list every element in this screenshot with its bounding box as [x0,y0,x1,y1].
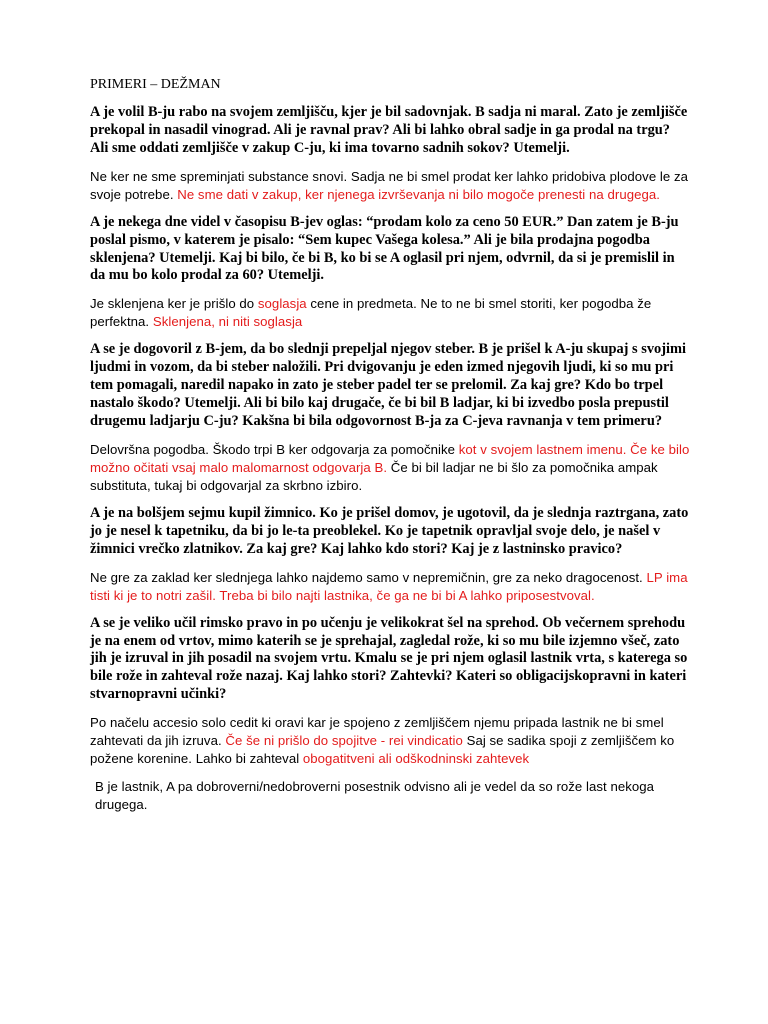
answer-highlight: LP ima tisti ki je to notri zašil. Treba bi bilo najti lastnika, če ga ne bi bi A lahko priposestvoval. [90,569,688,603]
question-1: A je volil B-ju rabo na svojem zemljišču, kjer je bil sadovnjak. B sadja ni maral. Zato je zemljišče prekopal in nasadil vinograd. Ali je ravnal prav? Ali bi lahko obral sadje in ga prodal na trgu? Ali sme oddati zemljišče v zakup C-ju, ki ima tovarno sadnih sokov? Utemelji. [90,104,688,156]
question-answer-list [90,104,690,768]
answer-5 [90,714,690,768]
answer-2 [90,295,690,331]
answer-text: Ne gre za zaklad ker slednjega lahko najdemo samo v nepremičnin, gre za neko dragocenost. [90,569,647,585]
question-4: A je na bolšjem sejmu kupil žimnico. Ko je prišel domov, je ugotovil, da je slednja raztrgana, zato jo je nesel k tapetniku, da bi jo le-ta preoblekel. Ko je tapetnik opravljal svoje delo, je našel v žimnici vrečko zlatnikov. Za kaj gre? Kaj lahko kdo stori? Kaj je z lastninsko pravico? [90,504,689,557]
answer-highlight: kot v svojem lastnem imenu. Če ke bilo možno očitati vsaj malo malomarnost odgovarja B. [90,441,690,475]
answer-highlight: obogatitveni ali odškodninski zahtevek [302,751,530,767]
closing-paragraph: B je lastnik, A pa dobroverni/nedobroverni posestnik odvisno ali je vedel da so rože last nekoga drugega. [95,779,655,813]
question-2: A je nekega dne videl v časopisu B-jev oglas: “prodam kolo za ceno 50 EUR.” Dan zatem je B-ju poslal pismo, v katerem je pisalo: “Sem kupec Vašega kolesa.” Ali je bila prodajna pogodba sklenjena? Utemelji. Kaj bi bilo, če bi B, ko bi se A oglasil pri njem, odvrnil, da si je premislil in da mu bo kolo prodal za 60? Utemelji. [90,213,679,284]
question-3: A se je dogovoril z B-jem, da bo slednji prepeljal njegov steber. B je prišel k A-ju skupaj s svojimi ljudmi in vozom, da bi steber naložili. Pri dvigovanju je eden izmed njegovih ljudi, ki so mu pri tem pomagali, naredil napako in zato je steber padel ter se prelomil. Za kaj gre? Kdo bo trpel nastalo škodo? Utemelji. Ali bi bilo kaj drugače, če bi bil B ladjar, ki bi izvedbo posla prepustil drugemu ladjarju C-ju? Kakšna bi bila odgovornost B-ja za C-jeva ravnanja v tem primeru? [90,341,687,429]
answer-text: Je sklenjena ker je prišlo do [90,296,258,312]
answer-highlight: Sklenjena, ni niti soglasja [152,314,303,330]
answer-text: Po načelu accesio solo cedit ki oravi kar je spojeno z zemljiščem njemu pripada lastnik ne bi smel zahtevati da jih izruva. [90,715,664,749]
answer-3 [90,441,690,495]
document-heading: PRIMERI – DEŽMAN [90,77,221,92]
answer-text: Saj se sadika spoji z zemljiščem ko požene korenine. Lahko bi zahteval [90,733,675,767]
answer-1 [90,168,690,204]
answer-highlight: Ne sme dati v zakup, ker njenega izvrševanja ni bilo mogoče prenesti na drugega. [177,186,660,202]
answer-text: Ne ker ne sme spreminjati substance snovi. Sadja ne bi smel prodat ker lahko pridobiva plodove le za svoje potrebe. [90,168,689,202]
answer-text: cene in predmeta. Ne to ne bi smel storiti, ker pogodba že perfektna. [90,296,652,330]
answer-highlight: Če še ni prišlo do spojitve - rei vindicatio [225,733,463,749]
answer-text: Delovršna pogodba. Škodo trpi B ker odgovarja za pomočnike [90,441,459,457]
answer-text: Če bi bil ladjar ne bi šlo za pomočnika ampak substituta, tukaj bi odgovarjal za skrbno izbiro. [90,459,658,493]
document-body [90,76,690,824]
answer-4 [90,569,690,605]
answer-highlight: soglasja [257,296,307,312]
question-5: A se je veliko učil rimsko pravo in po učenju je velikokrat šel na sprehod. Ob večernem sprehodu je na enem od vrtov, mimo katerih se je sprehajal, zagledal rože, ki so mu bile izjemno všeč, zato jih je izruval in jih posadil na svojem vrtu. Kmalu se je pri njem oglasil lastnik vrta, s katerega so bile rože in zahteval rože nazaj. Kaj lahko stori? Zahtevki? Kateri so obligacijskopravni in kateri stvarnopravni učinki? [90,614,688,703]
